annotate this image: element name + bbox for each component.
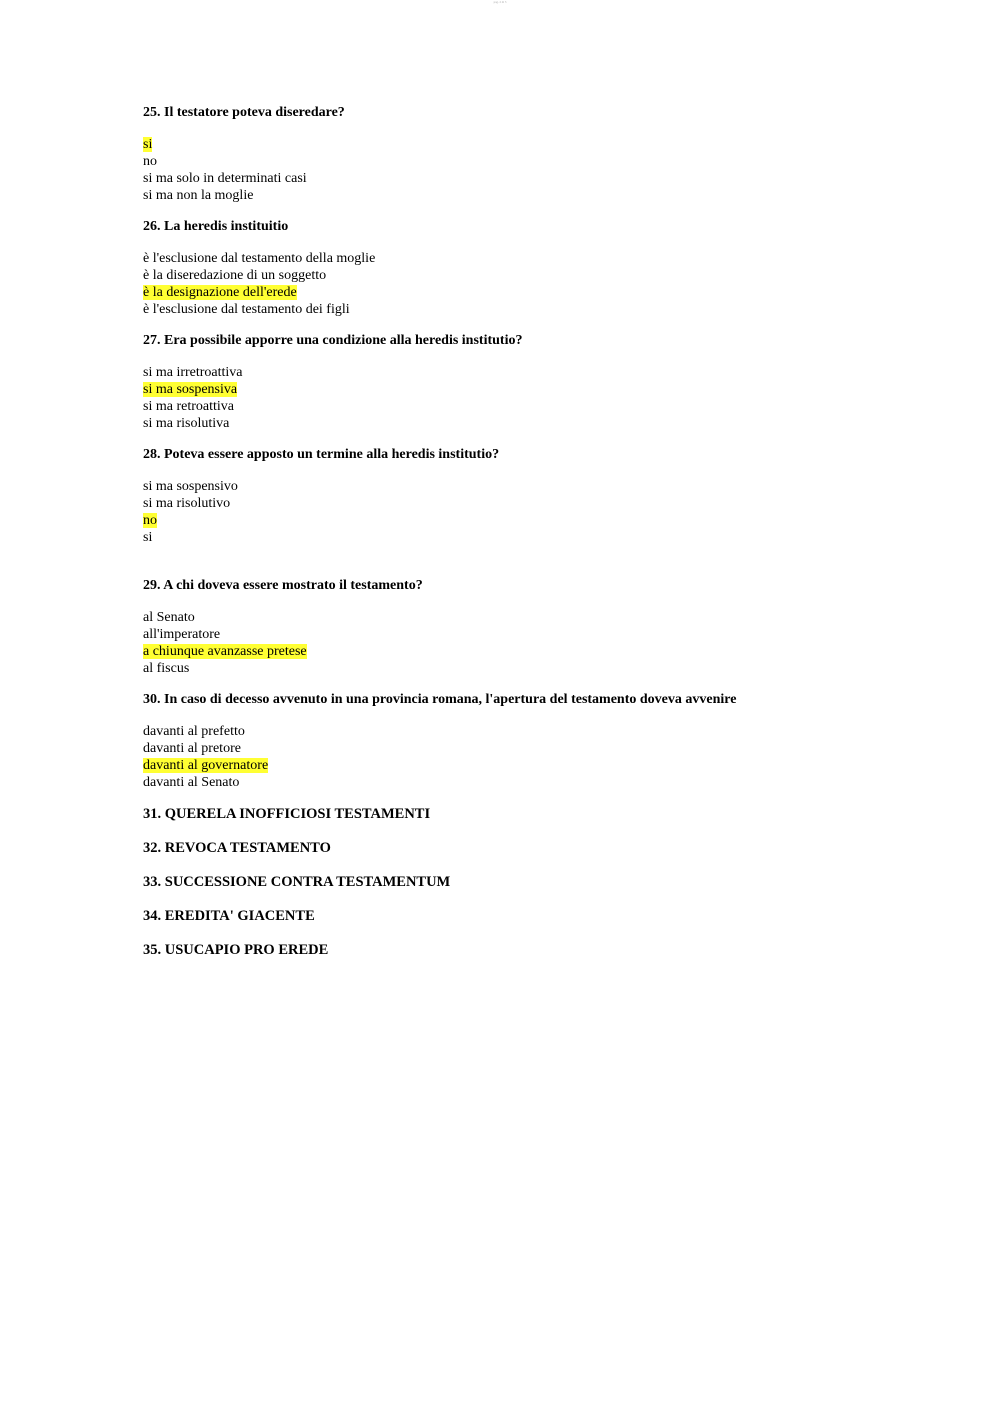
question-28 bbox=[143, 446, 943, 546]
answer-option bbox=[143, 170, 943, 187]
answer-option bbox=[143, 609, 943, 626]
answer-text: si bbox=[143, 137, 153, 152]
answer-text: davanti al pretore bbox=[143, 741, 241, 756]
answer-option bbox=[143, 364, 943, 381]
answer-options bbox=[143, 136, 943, 204]
answer-option bbox=[143, 660, 943, 677]
answer-option bbox=[143, 529, 943, 546]
question-title: 25. Il testatore poteva diseredare? bbox=[143, 105, 345, 120]
answer-text: si ma sospensiva bbox=[143, 382, 238, 397]
answer-option bbox=[143, 153, 943, 170]
topic-heading: 31. QUERELA INOFFICIOSI TESTAMENTI bbox=[143, 806, 431, 822]
answer-text: davanti al governatore bbox=[143, 758, 269, 773]
page-header-mark: pag. 2 di 3 bbox=[493, 0, 507, 4]
answer-option bbox=[143, 267, 943, 284]
answer-text: a chiunque avanzasse pretese bbox=[143, 644, 307, 659]
answer-option bbox=[143, 301, 943, 318]
answer-option bbox=[143, 398, 943, 415]
answer-text: si ma sospensivo bbox=[143, 479, 238, 494]
answer-option-correct bbox=[143, 512, 943, 529]
topic-heading: 34. EREDITA' GIACENTE bbox=[143, 908, 315, 924]
answer-text: al Senato bbox=[143, 610, 195, 625]
topic-list bbox=[143, 805, 943, 959]
answer-options bbox=[143, 723, 943, 791]
question-title: 28. Poteva essere apposto un termine alla heredis institutio? bbox=[143, 447, 500, 462]
answer-option bbox=[143, 250, 943, 267]
answer-text: si ma non la moglie bbox=[143, 188, 254, 203]
answer-text: davanti al Senato bbox=[143, 775, 240, 790]
topic-heading: 35. USUCAPIO PRO EREDE bbox=[143, 942, 329, 958]
answer-text: no bbox=[143, 154, 157, 169]
topic-heading: 32. REVOCA TESTAMENTO bbox=[143, 840, 331, 856]
answer-text: si bbox=[143, 530, 153, 545]
answer-option bbox=[143, 626, 943, 643]
answer-option bbox=[143, 415, 943, 432]
question-29 bbox=[143, 577, 943, 677]
answer-text: è la designazione dell'erede bbox=[143, 285, 297, 300]
answer-option-correct bbox=[143, 643, 943, 660]
question-title: 29. A chi doveva essere mostrato il testamento? bbox=[143, 578, 423, 593]
document-content bbox=[143, 104, 943, 975]
answer-option bbox=[143, 187, 943, 204]
question-26 bbox=[143, 218, 943, 318]
answer-option bbox=[143, 723, 943, 740]
question-27 bbox=[143, 332, 943, 432]
answer-option bbox=[143, 478, 943, 495]
answer-option bbox=[143, 774, 943, 791]
answer-text: davanti al prefetto bbox=[143, 724, 245, 739]
answer-option-correct bbox=[143, 136, 943, 153]
answer-text: al fiscus bbox=[143, 661, 190, 676]
question-30 bbox=[143, 691, 943, 791]
answer-option bbox=[143, 740, 943, 757]
answer-text: si ma risolutiva bbox=[143, 416, 230, 431]
answer-text: si ma risolutivo bbox=[143, 496, 231, 511]
question-title: 26. La heredis instituitio bbox=[143, 219, 289, 234]
answer-options bbox=[143, 478, 943, 546]
answer-text: si ma retroattiva bbox=[143, 399, 234, 414]
answer-options bbox=[143, 609, 943, 677]
answer-text: è la diseredazione di un soggetto bbox=[143, 268, 327, 283]
answer-text: all'imperatore bbox=[143, 627, 221, 642]
answer-text: no bbox=[143, 513, 157, 528]
question-25 bbox=[143, 104, 943, 204]
answer-text: si ma solo in determinati casi bbox=[143, 171, 307, 186]
answer-text: è l'esclusione dal testamento dei figli bbox=[143, 302, 350, 317]
answer-text: è l'esclusione dal testamento della moglie bbox=[143, 251, 376, 266]
answer-text: si ma irretroattiva bbox=[143, 365, 243, 380]
answer-option-correct bbox=[143, 284, 943, 301]
question-title: 30. In caso di decesso avvenuto in una provincia romana, l'apertura del testamento doveva avvenire bbox=[143, 692, 737, 707]
topic-heading: 33. SUCCESSIONE CONTRA TESTAMENTUM bbox=[143, 874, 451, 890]
answer-options bbox=[143, 250, 943, 318]
answer-option-correct bbox=[143, 381, 943, 398]
answer-option bbox=[143, 495, 943, 512]
answer-option-correct bbox=[143, 757, 943, 774]
answer-options bbox=[143, 364, 943, 432]
question-title: 27. Era possibile apporre una condizione alla heredis institutio? bbox=[143, 333, 523, 348]
